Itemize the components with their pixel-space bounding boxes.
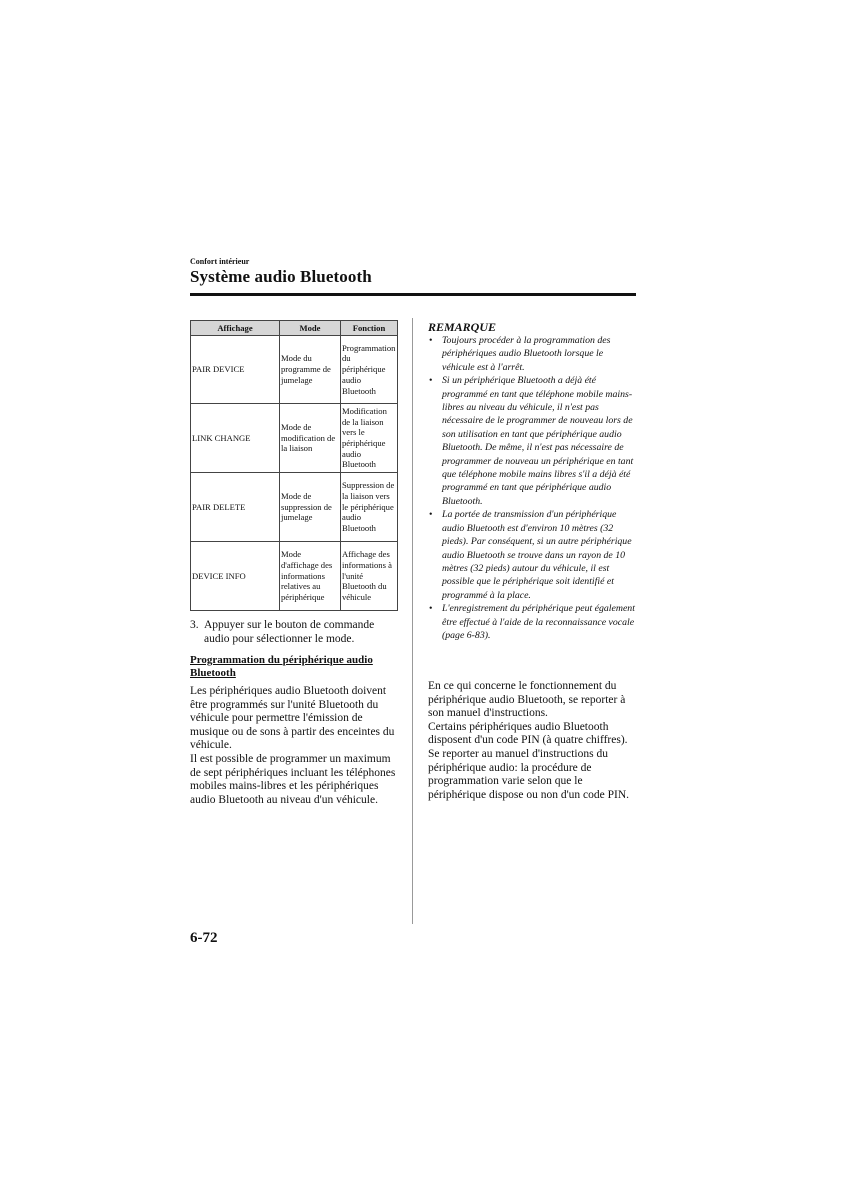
programming-heading: Programmation du périphérique audio Bluetooth [190,654,373,679]
table-row [191,404,398,473]
table-row [191,542,398,611]
table-cell-function: Programmation du périphérique audio Bluetooth [341,336,398,404]
table-cell-display: LINK CHANGE [191,404,280,473]
section-label: Confort intérieur [190,257,250,266]
note-item: • La portée de transmission d'un périphérique audio Bluetooth est d'environ 10 mètres (32 pieds). Par conséquent, si un autre périphérique audio Bluetooth se trouve dans un rayon de 10 mètres (32 pieds) autour du véhicule, il est possible que le périphérique soit identifié et programmé à la place. [428,508,638,602]
mode-table [190,320,398,611]
table-cell-display: PAIR DELETE [191,473,280,542]
right-paragraph: Certains périphériques audio Bluetooth disposent d'un code PIN (à quatre chiffres). Se reporter au manuel d'instructions du périphérique audio: la procédure de programmation varie selon que le périphérique dispose ou non d'un code PIN. [428,720,630,801]
right-paragraph: En ce qui concerne le fonctionnement du périphérique audio Bluetooth, se reporter à son manuel d'instructions. [428,680,626,720]
step-number: 3. [190,619,199,631]
table-cell-mode: Mode de modification de la liaison [280,404,341,473]
note-item: • Toujours procéder à la programmation des périphériques audio Bluetooth lorsque le véhicule est à l'arrêt. [428,334,638,374]
step-text: Appuyer sur le bouton de commande audio pour sélectionner le mode. [204,619,375,645]
title-rule [190,293,636,296]
table-header-function: Fonction [341,321,398,336]
programming-body [190,685,402,807]
table-cell-display: DEVICE INFO [191,542,280,611]
table-row [191,473,398,542]
note-item: • L'enregistrement du périphérique peut également être effectué à l'aide de la reconnaissance vocale (page 6-83). [428,602,638,642]
table-cell-function: Affichage des informations à l'unité Bluetooth du véhicule [341,542,398,611]
page-title: Système audio Bluetooth [190,267,372,286]
table-cell-function: Modification de la liaison vers le périphérique audio Bluetooth [341,404,398,473]
note-title: REMARQUE [428,320,497,334]
page-number: 6-72 [190,930,218,946]
table-cell-display: PAIR DEVICE [191,336,280,404]
table-cell-mode: Mode d'affichage des informations relatives au périphérique [280,542,341,611]
table-cell-mode: Mode de suppression de jumelage [280,473,341,542]
table-cell-mode: Mode du programme de jumelage [280,336,341,404]
column-divider [412,318,413,924]
table-header-display: Affichage [191,321,280,336]
table-header-mode: Mode [280,321,341,336]
right-body [428,680,640,802]
table-header-row [191,321,398,336]
table-row [191,336,398,404]
step-3 [190,619,400,646]
note-item: • Si un périphérique Bluetooth a déjà été programmé en tant que téléphone mobile mains-libres au niveau du véhicule, il n'est pas nécessaire de le programmer de nouveau lors de son utilisation en tant que périphérique audio Bluetooth. De même, il n'est pas nécessaire de programmer de nouveau un périphérique en tant que téléphone mobile mains libres s'il a déjà été programmé en tant que périphérique audio Bluetooth. [428,374,638,508]
table-cell-function: Suppression de la liaison vers le périphérique audio Bluetooth [341,473,398,542]
programming-paragraph: Il est possible de programmer un maximum de sept périphériques incluant les téléphones mobiles mains-libres et les périphériques audio Bluetooth au niveau d'un véhicule. [190,752,396,806]
programming-paragraph: Les périphériques audio Bluetooth doivent être programmés sur l'unité Bluetooth du véhicule pour permettre l'émission de musique ou de sons à partir des enceintes du véhicule. [190,685,395,752]
note-list [428,334,638,642]
